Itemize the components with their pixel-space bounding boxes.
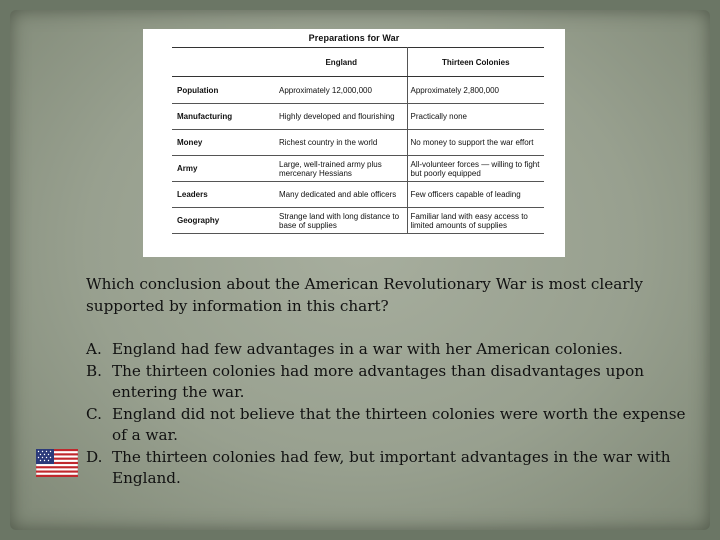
answer-text: The thirteen colonies had more advantages than disadvantages upon entering the war. — [112, 361, 645, 401]
colonies-cell: All-volunteer forces — willing to fight but poorly equipped — [407, 156, 544, 182]
answer-letter: B. — [86, 361, 102, 380]
colonies-cell: Approximately 2,800,000 — [407, 77, 544, 104]
answer-text: England had few advantages in a war with her American colonies. — [112, 340, 623, 358]
preparations-table-image — [143, 29, 565, 257]
england-cell: Richest country in the world — [276, 130, 407, 156]
colonies-cell: Practically none — [407, 104, 544, 130]
row-label: Manufacturing — [172, 104, 276, 130]
question-text: Which conclusion about the American Revolutionary War is most clearly supported by information in this chart? — [86, 275, 643, 315]
colonies-cell: Few officers capable of leading — [407, 182, 544, 208]
table-header-row — [172, 48, 544, 77]
answer-option-b — [86, 361, 696, 404]
answer-letter: C. — [86, 404, 102, 423]
us-flag-icon — [36, 449, 78, 477]
header-blank — [172, 48, 276, 77]
table-row — [172, 156, 544, 182]
row-label: Army — [172, 156, 276, 182]
colonies-cell: No money to support the war effort — [407, 130, 544, 156]
england-cell: Highly developed and flourishing — [276, 104, 407, 130]
colonies-cell: Familiar land with easy access to limited amounts of supplies — [407, 208, 544, 234]
england-cell: Approximately 12,000,000 — [276, 77, 407, 104]
answer-option-d — [86, 447, 696, 490]
answer-letter: A. — [86, 340, 102, 358]
england-cell: Many dedicated and able officers — [276, 182, 407, 208]
answer-option-a — [86, 339, 696, 361]
answer-text: The thirteen colonies had few, but important advantages in the war with England. — [112, 447, 671, 487]
row-label: Geography — [172, 208, 276, 234]
england-cell: Strange land with long distance to base of supplies — [276, 208, 407, 234]
table-row — [172, 182, 544, 208]
header-colonies: Thirteen Colonies — [407, 48, 544, 77]
answer-text: England did not believe that the thirteen colonies were worth the expense of a war. — [112, 404, 686, 444]
row-label: Leaders — [172, 182, 276, 208]
table-title: Preparations for War — [308, 33, 400, 43]
table-row — [172, 208, 544, 234]
table-row — [172, 130, 544, 156]
header-england: England — [276, 48, 407, 77]
answer-list — [86, 339, 696, 490]
answer-option-c — [86, 404, 696, 447]
row-label: Money — [172, 130, 276, 156]
table-row — [172, 77, 544, 104]
row-label: Population — [172, 77, 276, 104]
england-cell: Large, well-trained army plus mercenary Hessians — [276, 156, 407, 182]
answer-letter: D. — [86, 447, 103, 466]
table-row — [172, 104, 544, 130]
preparations-table — [172, 47, 544, 234]
